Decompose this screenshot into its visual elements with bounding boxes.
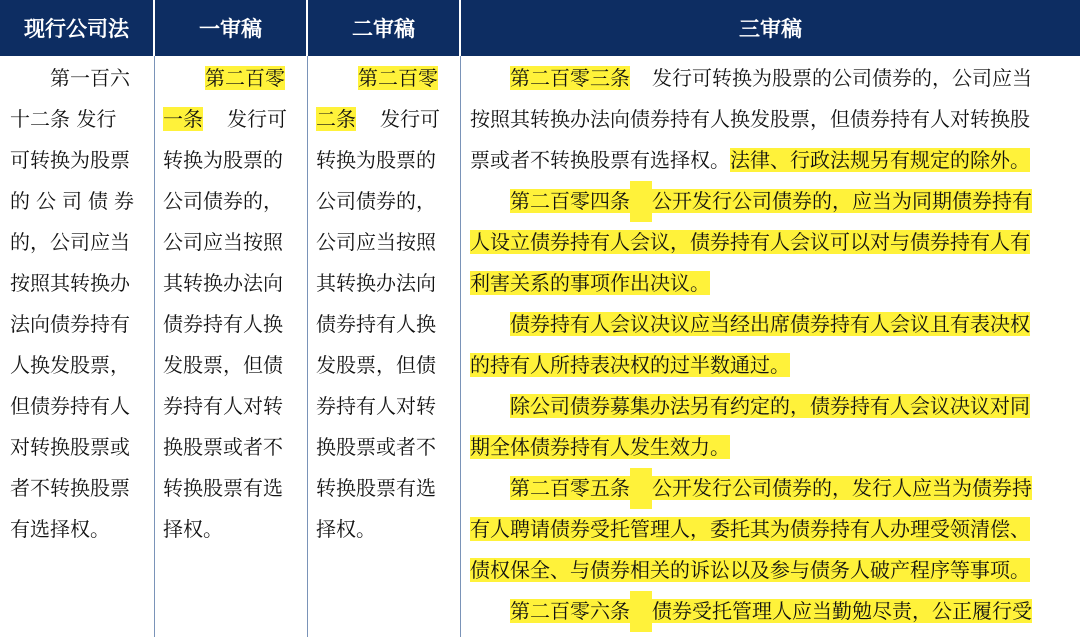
article-number: 第二百零五条	[510, 476, 630, 500]
text-line: 公司应当按照	[163, 230, 283, 254]
text-line: 按照其转换办	[10, 271, 130, 295]
text-line: 发行可	[380, 107, 440, 131]
highlighted-amendment: 除公司债券募集办法另有约定的，债券持有人会议决议对同	[510, 394, 1030, 418]
text-line: 票或者不转换股票有选择权。	[470, 148, 730, 172]
highlighted-amendment: 公开发行公司债券的，发行人应当为债券持	[652, 476, 1032, 500]
highlighted-amendment: 的持有人所持表决权的过半数通过。	[470, 353, 790, 377]
text-line: 券持有人对转	[316, 394, 436, 418]
text-line: 发股票，但债	[163, 353, 283, 377]
text-line: 其转换办法向	[316, 271, 436, 295]
header-third-draft: 三审稿	[461, 0, 1080, 56]
column-divider	[307, 56, 308, 637]
header-first-draft: 一审稿	[155, 0, 306, 56]
text-line: 债券持有人换	[316, 312, 436, 336]
header-current-law: 现行公司法	[0, 0, 153, 56]
highlighted-amendment: 人设立债券持有人会议，债券持有人会议可以对与债券持有人有	[470, 230, 1030, 254]
text-line: 第一百六	[50, 66, 130, 90]
highlighted-amendment: 期全体债券持有人发生效力。	[470, 435, 730, 459]
text-line: 转换为股票的	[163, 148, 283, 172]
highlighted-amendment: 债券受托管理人应当勤勉尽责，公正履行受	[652, 599, 1032, 623]
text-line: 发股票，但债	[316, 353, 436, 377]
text-line: 择权。	[163, 517, 223, 541]
column-divider	[154, 56, 155, 637]
highlighted-amendment: 公开发行公司债券的，应当为同期债券持有	[652, 189, 1032, 213]
article-number: 第二百零六条	[510, 599, 630, 623]
text-line: 公司应当按照	[316, 230, 436, 254]
highlighted-amendment: 债权保全、与债券相关的诉讼以及参与债务人破产程序等事项。	[470, 558, 1030, 582]
second-draft-text	[316, 56, 456, 550]
text-line: 换股票或者不	[316, 435, 436, 459]
text-line: 的，公司应当	[10, 230, 130, 254]
highlighted-amendment: 有人聘请债券受托管理人，委托其为债券持有人办理受领清偿、	[470, 517, 1030, 541]
article-number: 第二百零三条	[510, 66, 630, 90]
highlighted-amendment: 利害关系的事项作出决议。	[470, 271, 710, 295]
text-line: 可转换为股票	[10, 148, 130, 172]
text-line: 券持有人对转	[163, 394, 283, 418]
article-number: 二条	[316, 107, 356, 131]
header-second-draft: 二审稿	[308, 0, 459, 56]
highlighted-amendment: 法律、行政法规另有规定的除外。	[730, 148, 1030, 172]
text-line: 转换股票有选	[163, 476, 283, 500]
text-line: 转换为股票的	[316, 148, 436, 172]
text-line: 换股票或者不	[163, 435, 283, 459]
text-line: 法向债券持有	[10, 312, 130, 336]
text-line: 但债券持有人	[10, 394, 130, 418]
text-line: 转换股票有选	[316, 476, 436, 500]
article-number: 一条	[163, 107, 203, 131]
text-line: 择权。	[316, 517, 376, 541]
text-line: 有选择权。	[10, 517, 110, 541]
column-divider	[460, 56, 461, 637]
text-line: 十二条 发行	[10, 107, 117, 131]
text-line: 发行可	[227, 107, 287, 131]
current-law-text	[10, 56, 150, 550]
article-number: 第二百零四条	[510, 189, 630, 213]
third-draft-text	[470, 56, 1074, 632]
text-line: 发行可转换为股票的公司债券的，公司应当	[652, 66, 1032, 90]
text-line: 债券持有人换	[163, 312, 283, 336]
text-line: 公司债券的，	[316, 189, 436, 213]
highlighted-amendment: 债券持有人会议决议应当经出席债券持有人会议且有表决权	[510, 312, 1030, 336]
text-line: 人换发股票，	[10, 353, 130, 377]
article-number: 第二百零	[358, 66, 438, 90]
first-draft-text	[163, 56, 303, 550]
text-line: 对转换股票或	[10, 435, 130, 459]
text-line: 按照其转换办法向债券持有人换发股票，但债券持有人对转换股	[470, 107, 1030, 131]
text-line: 者不转换股票	[10, 476, 130, 500]
text-line: 其转换办法向	[163, 271, 283, 295]
text-line: 的公司债券	[10, 189, 140, 213]
article-number: 第二百零	[205, 66, 285, 90]
text-line: 公司债券的，	[163, 189, 283, 213]
